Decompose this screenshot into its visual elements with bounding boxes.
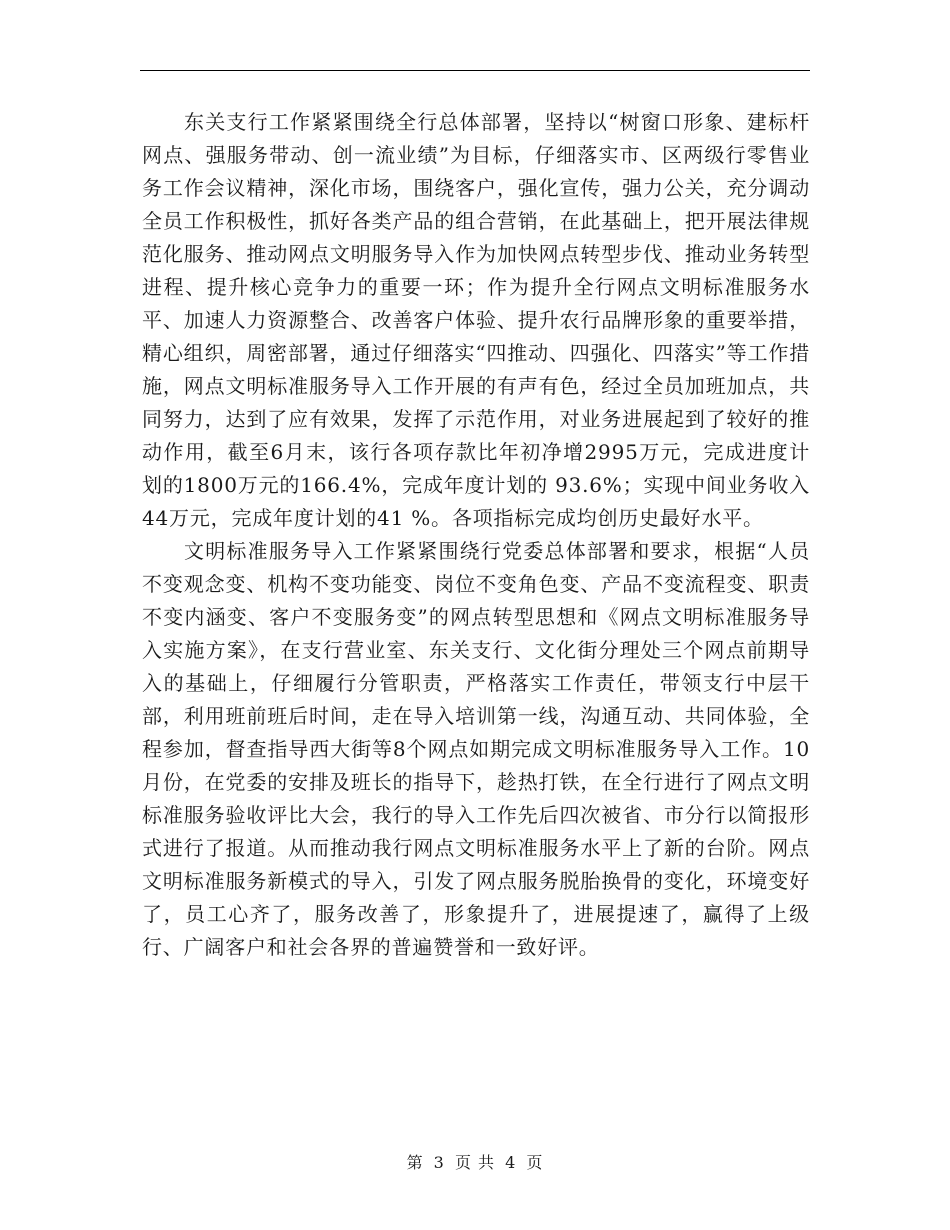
page-footer — [0, 1150, 950, 1173]
paragraph-1: 东关支行工作紧紧围绕全行总体部署，坚持以“树窗口形象、建标杆网点、强服务带动、创一流业绩”为目标，仔细落实市、区两级行零售业务工作会议精神，深化市场，围绕客户，强化宣传，强力公关，充分调动全员工作积极性，抓好各类产品的组合营销，在此基础上，把开展法律规范化服务、推动网点文明服务导入作为加快网点转型步伐、推动业务转型进程、提升核心竞争力的重要一环；作为提升全行网点文明标准服务水平、加速人力资源整合、改善客户体验、提升农行品牌形象的重要举措，精心组织，周密部署，通过仔细落实“四推动、四强化、四落实”等工作措施，网点文明标准服务导入工作开展的有声有色，经过全员加班加点，共同努力，达到了应有效果，发挥了示范作用，对业务进展起到了较好的推动作用，截至6月末，该行各项存款比年初净增2995万元，完成进度计划的1800万元的166.4%，完成年度计划的 93.6%；实现中间业务收入44万元，完成年度计划的41 %。各项指标完成均创历史最好水平。 — [142, 110, 810, 530]
footer-suffix: 页 — [526, 1153, 544, 1172]
footer-mid: 页 共 — [454, 1153, 496, 1172]
header-rule — [140, 70, 810, 71]
document-body — [142, 106, 810, 964]
paragraph-2: 文明标准服务导入工作紧紧围绕行党委总体部署和要求，根据“人员不变观念变、机构不变功能变、岗位不变角色变、产品不变流程变、职责不变内涵变、客户不变服务变”的网点转型思想和《网点文明标准服务导入实施方案》，在支行营业室、东关支行、文化街分理处三个网点前期导入的基础上，仔细履行分管职责，严格落实工作责任，带领支行中层干部，利用班前班后时间，走在导入培训第一线，沟通互动、共同体验，全程参加，督查指导西大街等8个网点如期完成文明标准服务导入工作。10月份，在党委的安排及班长的指导下，趁热打铁，在全行进行了网点文明标准服务验收评比大会，我行的导入工作先后四次被省、市分行以简报形式进行了报道。从而推动我行网点文明标准服务水平上了新的台阶。网点文明标准服务新模式的导入，引发了网点服务脱胎换骨的变化，环境变好了，员工心齐了，服务改善了，形象提升了，进展提速了，赢得了上级行、广阔客户和社会各界的普遍赞誉和一致好评。 — [142, 539, 810, 959]
footer-total-pages: 4 — [505, 1153, 517, 1172]
footer-current-page: 3 — [433, 1153, 445, 1172]
footer-prefix: 第 — [406, 1153, 424, 1172]
